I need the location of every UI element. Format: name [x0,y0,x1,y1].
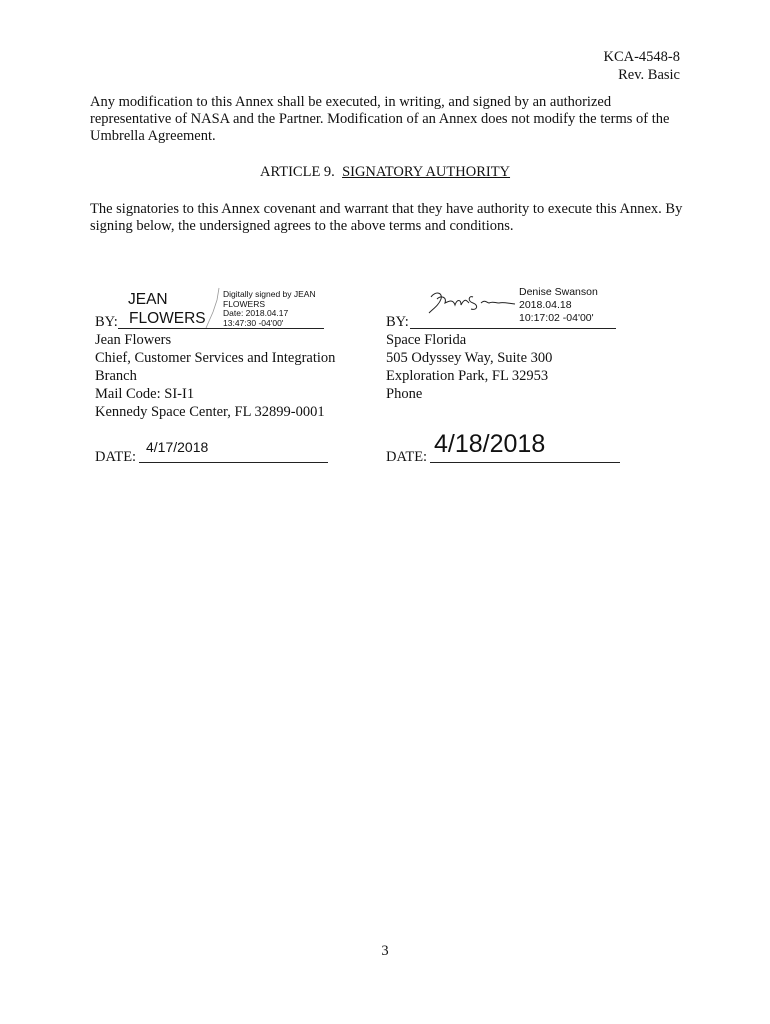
left-signatory-details [95,331,335,421]
left-location: Kennedy Space Center, FL 32899-0001 [95,404,325,420]
right-date-line[interactable] [430,462,620,463]
left-date-value: 4/17/2018 [146,439,209,455]
right-by-label: BY: [386,314,409,330]
modification-paragraph: Any modification to this Annex shall be executed, in writing, and signed by an authorized representative of NASA and the Partner. Modification of an Annex does not modify the terms of the Umbrella Agreement. [90,94,670,144]
digital-line: 10:17:02 -04'00' [519,312,594,324]
digital-line: 13:47:30 -04'00' [223,317,284,328]
page-number: 3 [381,943,389,959]
left-signatory-title: Chief, Customer Services and Integration [95,350,336,366]
right-address-line1: 505 Odyssey Way, Suite 300 [386,350,553,366]
right-date-label: DATE: [386,449,428,465]
left-date-line[interactable] [139,462,328,463]
signatories-paragraph: The signatories to this Annex covenant and warrant that they have authority to execute this Annex. By signing below, the undersigned agrees to the above terms and conditions. [90,201,683,234]
digital-line: FLOWERS [223,298,266,309]
article-title: SIGNATORY AUTHORITY [342,164,511,180]
right-digital-signature-text [519,286,598,325]
right-phone-label: Phone [386,386,423,402]
digital-line: Digitally signed by JEAN [223,289,316,299]
left-by-label: BY: [95,314,118,330]
document-header [603,48,680,84]
digital-line: 2018.04.18 [519,299,572,311]
right-signature-line[interactable] [410,328,616,329]
right-date-value: 4/18/2018 [434,430,546,458]
left-signature-name-line1: JEAN [128,291,168,308]
article-number: ARTICLE 9. [259,164,335,180]
right-address-line2: Exploration Park, FL 32953 [386,368,549,384]
left-signatory-name: Jean Flowers [95,332,172,348]
handwritten-signature-icon [425,287,520,317]
digital-line: Date: 2018.04.17 [223,308,289,318]
right-org-name: Space Florida [386,332,467,348]
article-heading [0,164,770,181]
right-signatory-details [386,331,552,403]
document-number: KCA-4548-8 [603,49,680,65]
left-signature-line[interactable] [118,328,324,329]
revision-label: Rev. Basic [618,67,680,83]
digital-signature-divider-icon [200,286,224,330]
left-signature-name-line2: FLOWERS [129,310,206,327]
left-mail-code: Mail Code: SI-I1 [95,386,195,402]
left-date-label: DATE: [95,449,137,465]
left-signatory-title-cont: Branch [95,368,137,384]
left-digital-signature-text [223,290,316,328]
digital-line: Denise Swanson [519,286,598,298]
